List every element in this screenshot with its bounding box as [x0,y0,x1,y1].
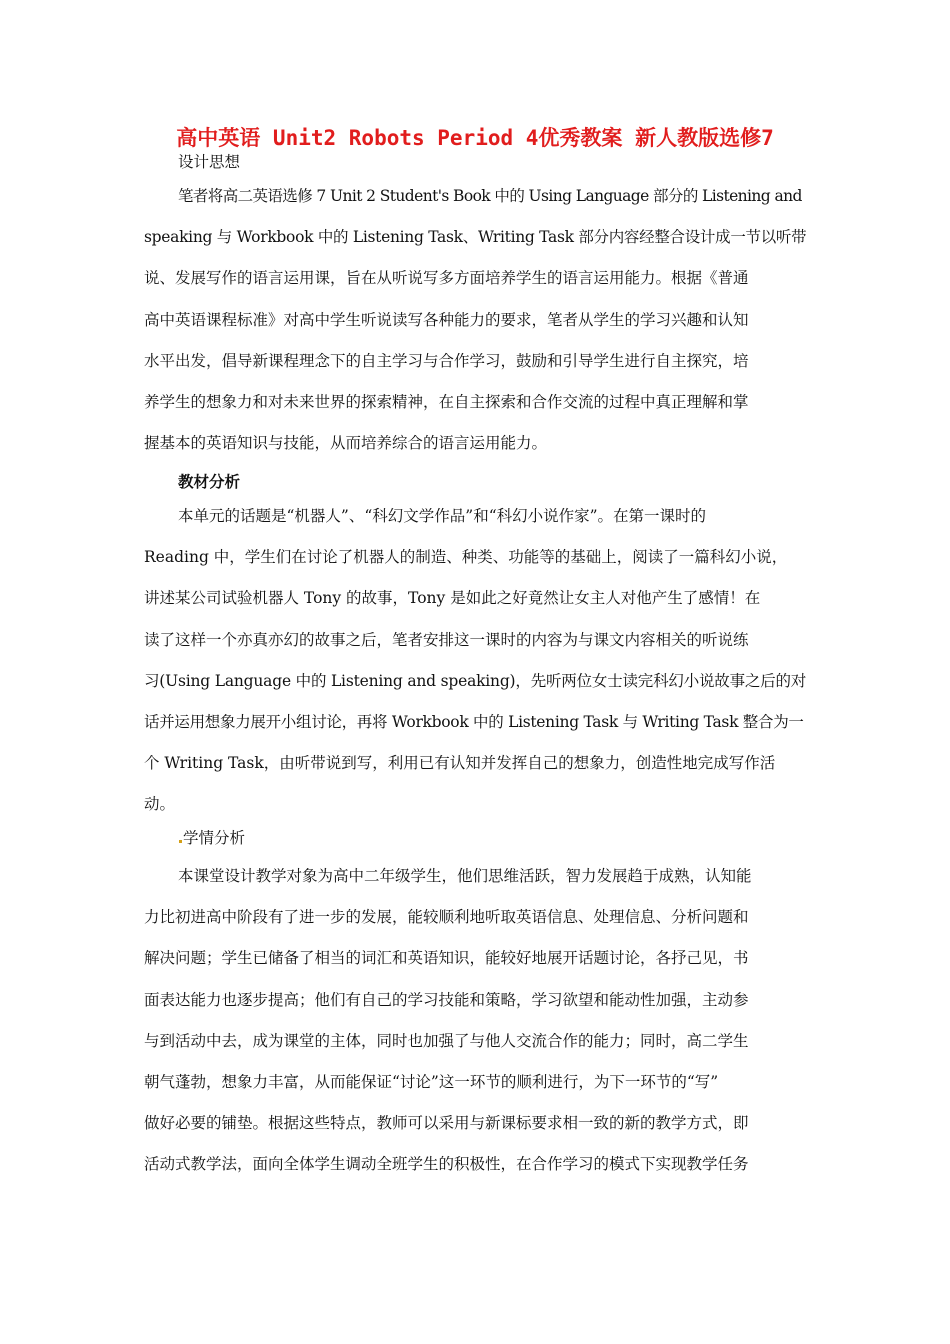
paragraph-line: 解决问题；学生已储备了相当的词汇和英语知识，能较好地展开话题讨论，各抒己见，书 [144,949,749,968]
paragraph-line: 握基本的英语知识与技能，从而培养综合的语言运用能力。 [144,434,548,453]
paragraph-line: 本单元的话题是“机器人”、“科幻文学作品”和“科幻小说作家”。在第一课时的 [178,507,707,525]
paragraph-line: 读了这样一个亦真亦幻的故事之后，笔者安排这一课时的内容为与课文内容相关的听说练 [144,630,749,649]
paragraph-line: 话并运用想象力展开小组讨论，再将 Workbook 中的 Listening Task 与 Writing Task 整合为一 [144,712,804,731]
section-heading-label: 学情分析 [183,829,246,847]
paragraph-line: 朝气蓬勃，想象力丰富，从而能保证“讨论”这一环节的顺利进行，为下一环节的“写” [144,1072,719,1091]
paragraph-line: 养学生的想象力和对未来世界的探索精神，在自主探索和合作交流的过程中真正理解和掌 [144,392,749,411]
paragraph-line: speaking 与 Workbook 中的 Listening Task、Writing Task 部分内容经整合设计成一节以听带 [144,228,807,247]
paragraph-line: 动。 [144,795,176,814]
paragraph-student-analysis [144,856,808,1186]
paragraph-line: Reading 中，学生们在讨论了机器人的制造、种类、功能等的基础上，阅读了一篇科幻小说， [144,548,788,567]
paragraph-line: 力比初进高中阶段有了进一步的发展，能较顺利地听取英语信息、处理信息、分析问题和 [144,908,749,927]
section-heading-design-idea: 设计思想 [178,153,241,171]
marker-dot [179,840,182,843]
paragraph-line: 习(Using Language 中的 Listening and speaking)，先听两位女士读完科幻小说故事之后的对 [144,671,807,690]
document-title: 高中英语 Unit2 Robots Period 4优秀教案 新人教版选修7 [176,126,774,150]
paragraph-line: 讲述某公司试验机器人 Tony 的故事，Tony 是如此之好竟然让女主人对他产生了感情！在 [144,589,761,608]
paragraph-material-analysis [144,496,808,826]
paragraph-design-idea [144,176,808,464]
paragraph-line: 面表达能力也逐步提高；他们有自己的学习技能和策略，学习欲望和能动性加强，主动参 [144,990,749,1009]
paragraph-line: 水平出发，倡导新课程理念下的自主学习与合作学习，鼓励和引导学生进行自主探究，培 [144,351,749,370]
paragraph-line: 与到活动中去，成为课堂的主体，同时也加强了与他人交流合作的能力；同时，高二学生 [144,1031,749,1050]
paragraph-line: 本课堂设计教学对象为高中二年级学生，他们思维活跃，智力发展趋于成熟，认知能 [178,867,752,885]
section-heading-student-analysis [178,828,245,848]
paragraph-line: 活动式教学法，面向全体学生调动全班学生的积极性，在合作学习的模式下实现教学任务 [144,1155,749,1174]
paragraph-line: 说、发展写作的语言运用课，旨在从听说写多方面培养学生的语言运用能力。根据《普通 [144,269,749,288]
paragraph-line: 笔者将高二英语选修 7 Unit 2 Student's Book 中的 Using Language 部分的 Listening and [178,187,802,205]
paragraph-line: 个 Writing Task，由听带说到写，利用已有认知并发挥自己的想象力，创造性地完成写作活 [144,754,776,773]
paragraph-line: 做好必要的铺垫。根据这些特点，教师可以采用与新课标要求相一致的新的教学方式，即 [144,1114,749,1133]
paragraph-line: 高中英语课程标准》对高中学生听说读写各种能力的要求，笔者从学生的学习兴趣和认知 [144,310,749,329]
section-heading-material-analysis: 教材分析 [178,472,241,491]
